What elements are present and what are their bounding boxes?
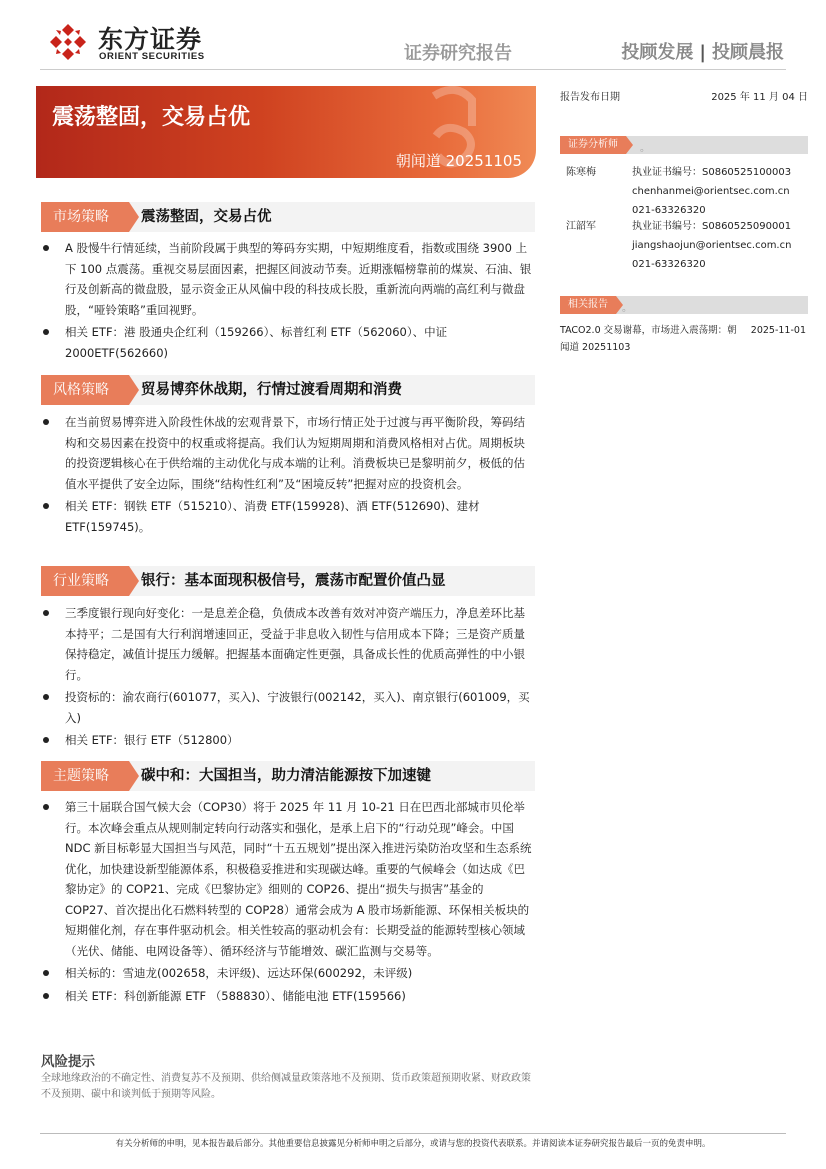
bullet-item [43,603,535,685]
analyst-phone: 021-63326320 [632,205,706,216]
bullet-item [43,496,535,537]
section-tag: 主题策略 [41,761,129,791]
section-tag: 市场策略 [41,202,129,232]
section-header [41,566,535,596]
report-type: 证券研究报告 [404,43,512,64]
bullet-text: 相关 ETF：钢铁 ETF（515210）、消费 ETF(159928)、酒 ETF(512690)、建材 ETF(159745)。 [65,499,480,534]
bullet-text: 在当前贸易博弈进入阶段性休战的宏观背景下，市场行情正处于过渡与再平衡阶段，筹码结构和交易因素在投资中的权重或将提高。我们认为短期周期和消费风格相对占优。周期板块的投资逻辑核心在于供给端的主动优化与成本端的让利。消费板块已是黎明前夕，极低的估值水平提供了安全边际，围绕“结构性红利”及“困境反转”把握对应的投资机会。 [65,415,525,491]
company-name-cn: 东方证券 [98,25,203,54]
analyst-header-dots: 。 [640,143,650,154]
section-title: 震荡整固，交易占优 [141,209,272,225]
section-title: 贸易博弈休战期，行情过渡看周期和消费 [141,382,402,398]
analyst-license: 执业证书编号：S0860525100003 [632,167,792,178]
section-header [41,761,535,791]
bullet-icon [43,329,49,335]
report-category [621,38,784,64]
bullet-icon [43,804,49,810]
orient-securities-logo-icon [48,22,88,62]
category-secondary: 投顾晨报 [712,42,784,63]
bullet-text: 相关 ETF：科创新能源 ETF （588830）、储能电池 ETF(159566) [65,988,406,1003]
page-header [0,0,826,72]
bullet-item [43,412,535,494]
analyst-info [632,163,791,220]
risk-text: 全球地缘政治的不确定性、消费复苏不及预期、供给侧减量政策落地不及预期、货币政策超预期收紧、财政政策不及预期、碳中和谈判低于预期等风险。 [41,1073,531,1100]
bullet-icon [43,737,49,743]
report-series: 朝闻道 20251105 [395,152,522,170]
report-title: 震荡整固，交易占优 [52,105,251,130]
analyst-email[interactable]: jiangshaojun@orientsec.com.cn [632,240,792,251]
analyst-header-bar [560,136,808,154]
report-date-label: 报告发布日期 [560,92,620,103]
bullet-icon [43,503,49,509]
analyst-email[interactable]: chenhanmei@orientsec.com.cn [632,186,790,197]
bullet-text: 三季度银行现向好变化：一是息差企稳，负债成本改善有效对冲资产端压力，净息差环比基本持平；二是国有大行利润增速回正，受益于非息收入韧性与信用成本下降；三是资产质量保持稳定，减值计提压力缓解。把握基本面确定性更强，具备成长性的优质高弹性的中小银行。 [65,606,525,682]
bullet-item [43,730,535,751]
category-divider: | [699,42,706,63]
bullet-text: A 股慢牛行情延续，当前阶段属于典型的筹码夯实期，中短期维度看，指数或围绕 3900 上下 100 点震荡。重视交易层面因素，把握区间波动节奏。近期涨幅榜靠前的煤炭、石油、银行及创新高的微盘股，显示资金正从风偏中段的科技成长股，重新流向两端的高红利与微盘股，“哑铃策略”重回视野。 [65,241,532,317]
footer-divider [40,1133,786,1134]
category-primary: 投顾发展 [621,42,694,63]
related-report-date: 2025-11-01 [750,325,806,336]
analyst-header: 证券分析师 [560,136,626,154]
company-name-en: ORIENT SECURITIES [99,51,205,62]
report-date-row [560,88,808,102]
bullet-list [43,603,535,753]
analyst-info [632,217,791,274]
section-header [41,375,535,405]
bullet-text: 相关 ETF：银行 ETF（512800） [65,733,239,747]
related-report-item[interactable] [560,322,808,356]
bullet-text: 第三十届联合国气候大会（COP30）将于 2025 年 11 月 10-21 日在巴西北部城市贝伦举行。本次峰会重点从规则制定转向行动落实和强化，是承上启下的“行动兑现”峰会。中国 NDC 新目标彰显大国担当与风范，同时“十五五规划”提出深入推进污染防治攻坚和生态系统优化，加快建设新型能源体系，积极稳妥推进和实现碳达峰。重要的气候峰会（如达成《巴黎协定》的 COP21、完成《巴黎协定》细则的 COP26、提出“损失与损害”基金的 COP27、首次提出化石燃料转型的 COP28）通常会成为 A 股市场新能源、环保相关板块的短期催化剂，存在事件驱动机会。相关性较高的驱动机会有：长期受益的能源转型核心领域（光伏、储能、电网设备等）、循环经济与节能增效、碳汇监测与交易等。 [65,800,532,958]
related-header-bar [560,296,808,314]
section-title: 碳中和：大国担当，助力清洁能源按下加速键 [141,768,431,784]
risk-title: 风险提示 [41,1054,95,1070]
bullet-icon [43,993,49,999]
bullet-list [43,238,535,365]
bullet-icon [43,694,49,700]
analyst-phone: 021-63326320 [632,259,706,270]
bullet-item [43,238,535,320]
analyst-card [560,217,810,277]
bullet-icon [43,419,49,425]
related-header-dots: 。 [622,303,632,314]
bullet-text: 相关 ETF：港 股通央企红利（159266）、标普红利 ETF（562060）、中证 2000ETF(562660) [65,325,448,360]
bullet-text: 投资标的：渝农商行(601077，买入)、宁波银行(002142，买入)、南京银行(601009，买入) [65,690,530,725]
section-tag: 行业策略 [41,566,129,596]
analyst-name: 江韶军 [566,221,596,232]
section-title: 银行：基本面现积极信号，震荡市配置价值凸显 [141,573,446,589]
analyst-name: 陈寒梅 [566,167,596,178]
bullet-item [43,963,535,984]
analyst-license: 执业证书编号：S0860525090001 [632,221,792,232]
bullet-list [43,797,535,1008]
header-divider [40,69,786,70]
bullet-list [43,412,535,539]
bullet-text: 相关标的：雪迪龙(002658，未评级)、远达环保(600292，未评级) [65,966,413,980]
title-banner [36,86,536,178]
footer-disclaimer: 有关分析师的申明，见本报告最后部分。其他重要信息披露见分析师申明之后部分，或请与您的投资代表联系。并请阅读本证券研究报告最后一页的免责申明。 [115,1139,711,1149]
bullet-item [43,322,535,363]
section-header [41,202,535,232]
related-report-title[interactable]: TACO2.0 交易谢幕，市场进入震荡期：朝闻道 20251103 [560,325,737,353]
report-date-value: 2025 年 11 月 04 日 [711,92,808,103]
bullet-icon [43,970,49,976]
bullet-item [43,687,535,728]
bullet-item [43,797,535,961]
related-header: 相关报告 [560,296,616,314]
section-tag: 风格策略 [41,375,129,405]
bullet-item [43,986,535,1007]
bullet-icon [43,610,49,616]
bullet-icon [43,245,49,251]
